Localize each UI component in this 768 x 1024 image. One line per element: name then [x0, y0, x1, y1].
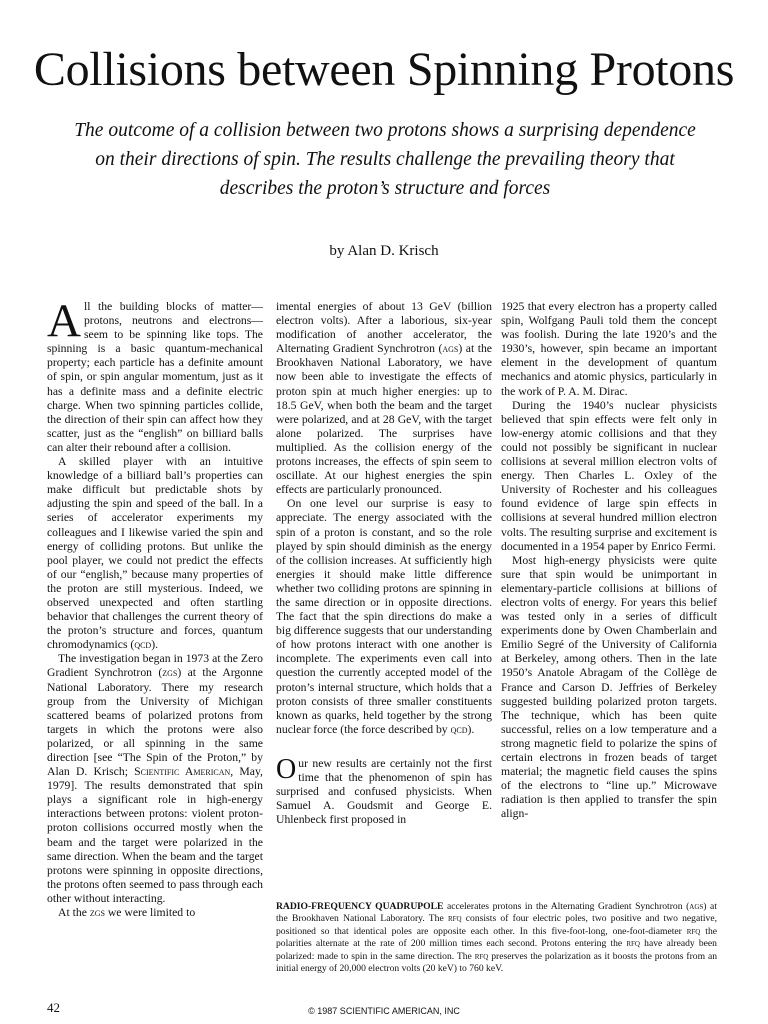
paragraph: All the building blocks of matter—protons, neutrons and electrons—seem to be spinning like tops. The spinning is a basic quantum-mechanical property; each particle has a definite amount of spin, or spin angular momentum, just as it has a definite mass and a definite electric charge. When two spinning particles collide, the direction of their spin can affect how they scatter, just as the “english” on billiard balls can alter their rebound after a collision.: [47, 295, 263, 454]
paragraph: Our new results are certainly not the first time that the phenomenon of spin has surprised and confused physicists. When Samuel A. Goudsmit and George E. Uhlenbeck first proposed in: [276, 753, 492, 827]
paragraph: 1925 that every electron has a property called spin, Wolfgang Pauli told them the concept was foolish. During the late 1920’s and the 1930’s, however, spin became an important element in the development of quantum mechanics and atomic physics, particularly in the work of P. A. M. Dirac.: [501, 300, 717, 398]
paragraph: On one level our surprise is easy to appreciate. The energy associated with the spin of a proton is constant, and so the role played by spin should diminish as the energy of the collision increases. At sufficiently high energies it should make little difference whether two colliding protons are spinning in the same direction or in opposite directions. The fact that the spin directions do make a big difference suggests that our understanding of how protons interact with one another is incomplete. The experiments even call into question the currently accepted model of the proton’s internal structure, which holds that a proton consists of three smaller constituents known as quarks, held together by the strong nuclear force (the force described by qcd).: [276, 497, 492, 736]
column-2: [276, 300, 492, 827]
paragraph: At the zgs we were limited to: [58, 906, 196, 920]
page-number: 42: [47, 1000, 60, 1015]
paragraph: imental energies of about 13 GeV (billion electron volts). After a laborious, six-year modification of another accelerator, the Alternating Gradient Synchrotron (ags) at the Brookhaven National Laboratory, we have now been able to investigate the effects of proton spin at much higher energies: up to 18.5 GeV, when both the beam and the target were polarized, and at 28 GeV, with the target alone polarized. The surprises have multiplied. As the collision energy of the protons increases, the effects of spin seem to oscillate. At our highest energies the spin effects are particularly pronounced.: [276, 300, 492, 497]
column-1: [47, 295, 263, 920]
byline: by Alan D. Krisch: [329, 243, 439, 259]
column-3: [501, 300, 717, 821]
paragraph: The investigation began in 1973 at the Zero Gradient Synchrotron (zgs) at the Argonne National Laboratory. There my research group from the University of Michigan scattered beams of polarized protons from targets in which the protons were also polarized, or all spinning in the same direction [see “The Spin of the Proton,” by Alan D. Krisch; Scientific American, May, 1979]. The results demonstrated that spin plays a significant role in high-energy interactions between protons: violent proton-proton collisions occurred mostly when the beam and the target were polarized in the same direction. When the beam and the target protons were spinning in opposite directions, the protons often seemed to pass through each other without interacting.: [47, 652, 263, 905]
article-title: Collisions between Spinning Protons: [33, 43, 735, 96]
article-subtitle: The outcome of a collision between two protons shows a surprising dependence on their directions of spin. The results challenge the prevailing theory that describes the proton’s structure and forces: [74, 120, 696, 199]
paragraph: Most high-energy physicists were quite sure that spin would be unimportant in elementary-particle collisions at billions of electron volts of energy. For years this belief was tested only in a series of difficult experiments done by Owen Chamberlain and Emilio Segré of the University of California at Berkeley, among others. Then in the late 1950’s Anatole Abragam of the Collège de France and Carson D. Jeffries of Berkeley suggested building polarized proton targets. The technique, which has been quite successful, relies on a low temperature and a strong magnetic field to polarize the spins of certain electrons in frozen beads of target material; the magnetic field causes the spins of the electrons to “line up.” Microwave radiation is then applied to transfer the spin align-: [501, 553, 717, 821]
drop-cap: A: [47, 295, 81, 347]
copyright-notice: © 1987 SCIENTIFIC AMERICAN, INC: [308, 1006, 460, 1016]
paragraph: A skilled player with an intuitive knowledge of a billiard ball’s properties can make difficult but predictable shots by adjusting the spin and speed of the ball. In a series of accelerator experiments my colleagues and I likewise varied the spin and energy of colliding protons. But unlike the pool player, we could not predict the effects of our “english,” because many properties of the proton are still mysterious. Indeed, we observed unexpected and often startling behavior that challenges the current theory of the proton’s structure and forces, quantum chromodynamics (qcd).: [47, 455, 263, 652]
drop-cap: O: [276, 753, 297, 785]
paragraph: During the 1940’s nuclear physicists believed that spin effects were felt only in low-energy atomic collisions and that they could not possibly be significant in nuclear collisions at several million electron volts of energy. Then Charles L. Oxley of the University of Rochester and his colleagues found evidence of large spin effects in collisions at several hundred million electron volts. The resulting surprise and excitement is documented in a 1954 paper by Enrico Fermi.: [501, 398, 717, 553]
figure-caption: RADIO-FREQUENCY QUADRUPOLE accelerates protons in the Alternating Gradient Synchrotron (ags) at the Brookhaven National Laboratory. The rfq consists of four electric poles, two positive and two negative, positioned so that identical poles are opposite each other. In this five-foot-long, one-foot-diameter rfq the polarities alternate at the rate of 200 million times each second. Protons entering the rfq have already been polarized: made to spin in the same direction. The rfq preserves the polarization as it boosts the protons from an initial energy of 20,000 electron volts (20 keV) to 760 keV.: [276, 901, 717, 975]
